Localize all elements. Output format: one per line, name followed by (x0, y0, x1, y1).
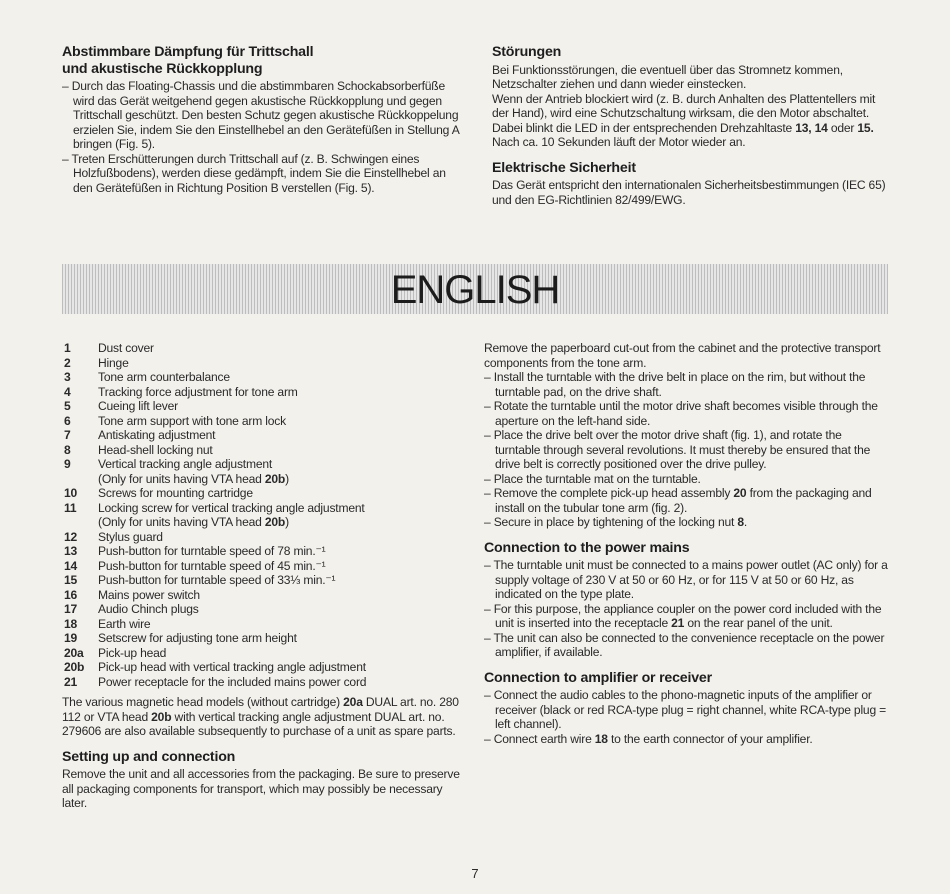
part-number (64, 515, 98, 530)
parts-list-item (64, 399, 366, 414)
de-faults-p3-b: 13, 14 (795, 120, 828, 135)
en-left-column (62, 341, 466, 811)
part-label: Head-shell locking nut (98, 442, 213, 457)
de-damping-heading (62, 44, 466, 77)
en-right-column (484, 341, 888, 746)
part-label: Power receptacle for the included mains power cord (98, 674, 367, 689)
parts-list-item (64, 501, 366, 516)
en-setup-title: Setting up and connection (62, 748, 236, 765)
en-power-title: Connection to the power mains (484, 539, 690, 556)
parts-list-item (64, 341, 366, 356)
part-number: 2 (64, 355, 71, 370)
en-power-b2: – For this purpose, the appliance coupler on the power cord included with the unit is inserted into the receptacle 21 on the rear panel of the unit. (484, 602, 888, 631)
part-number: 4 (64, 384, 71, 399)
part-number: 19 (64, 631, 78, 645)
en-amp-b2: – Connect earth wire 18 to the earth connector of your amplifier. (484, 732, 888, 747)
en-setup2-b2: – Rotate the turntable until the motor drive shaft becomes visible through the aperture on the left-hand side. (484, 399, 888, 428)
parts-list-item (64, 675, 366, 690)
de-safety-title: Elektrische Sicherheit (492, 159, 636, 176)
de-faults-section (492, 44, 892, 207)
part-label: Stylus guard (98, 529, 163, 544)
de-damping-section (62, 44, 466, 195)
parts-list (64, 341, 366, 689)
parts-list-item (64, 472, 366, 487)
part-number: 3 (64, 370, 71, 384)
part-number: 17 (64, 602, 78, 616)
part-number: 7 (64, 428, 71, 442)
parts-list-item (64, 559, 366, 574)
part-number: 8 (64, 442, 71, 457)
en-power-b1: – The turntable unit must be connected to a mains power outlet (AC only) for a supply voltage of 230 V at 50 or 60 Hz, or for 115 V at 50 or 60 Hz, as indicated on the type plate. (484, 558, 888, 602)
part-label: Vertical tracking angle adjustment (98, 457, 273, 471)
banner-title: ENGLISH (390, 268, 560, 312)
de-damping-bullet-2: – Treten Erschütterungen durch Trittschall auf (z. B. Schwingen eines Holzfußbodens), werden diese gedämpft, indem Sie die Einstellhebel an den Gerätefüßen in Richtung Position B verstellen (Fig. 5). (62, 152, 466, 196)
part-label: Tone arm support with tone arm lock (98, 413, 286, 428)
parts-list-item (64, 356, 366, 371)
en-setup2-p1: Remove the paperboard cut-out from the cabinet and the protective transport components from the tone arm. (484, 341, 881, 370)
parts-list-item (64, 385, 366, 400)
en-setup2-b3: – Place the drive belt over the motor drive shaft (fig. 1), and rotate the turntable through several revolutions. It must thereby be ensured that the drive belt is correctly positioned over the drive pulley. (484, 428, 888, 472)
de-damping-title-2: und akustische Rückkopplung (62, 60, 263, 77)
part-label: Hinge (98, 355, 129, 370)
part-number: 15 (64, 573, 78, 587)
part-number: 18 (64, 616, 78, 631)
parts-list-item (64, 617, 366, 632)
part-number: 21 (64, 674, 78, 689)
de-safety-p1: Das Gerät entspricht den internationalen Sicherheitsbestimmungen (IEC 65) und den EG-Richtlinien 82/499/EWG. (492, 178, 886, 207)
part-label: (Only for units having VTA head 20b) (98, 471, 289, 486)
de-faults-p2: Wenn der Antrieb blockiert wird (z. B. durch Anhalten des Plattentellers mit der Hand), wird eine Schutzschaltung wirksam, die den Motor abschaltet. (492, 91, 876, 120)
parts-list-item (64, 370, 366, 385)
parts-list-item (64, 631, 366, 646)
de-faults-title: Störungen (492, 44, 562, 60)
de-faults-p3 (492, 121, 892, 150)
part-label: Push-button for turntable speed of 33⅓ min.⁻¹ (98, 573, 336, 587)
parts-list-item (64, 486, 366, 501)
part-label: Mains power switch (98, 587, 200, 602)
en-amp-b1: – Connect the audio cables to the phono-magnetic inputs of the amplifier or receiver (black or red RCA-type plug = right channel, white RCA-type plug = left channel). (484, 688, 888, 732)
part-number (64, 472, 98, 487)
part-label: (Only for units having VTA head 20b) (98, 515, 289, 529)
part-label: Push-button for turntable speed of 78 min.⁻¹ (98, 544, 326, 558)
part-label: Screws for mounting cartridge (98, 486, 253, 500)
part-label: Tracking force adjustment for tone arm (98, 384, 298, 399)
parts-list-item (64, 660, 366, 675)
en-setup2-b4: – Place the turntable mat on the turntable. (484, 472, 888, 487)
part-label: Pick-up head (98, 645, 167, 660)
part-number: 14 (64, 558, 78, 573)
part-number: 5 (64, 399, 71, 413)
parts-list-item (64, 443, 366, 458)
part-number: 16 (64, 587, 78, 602)
de-faults-p3-e: Nach ca. 10 Sekunden läuft der Motor wieder an. (492, 135, 746, 149)
part-label: Pick-up head with vertical tracking angle adjustment (98, 660, 366, 674)
part-number: 10 (64, 486, 78, 500)
part-number: 20a (64, 645, 84, 660)
page-number: 7 (471, 866, 479, 881)
parts-list-item (64, 602, 366, 617)
english-banner (62, 264, 888, 314)
part-number: 13 (64, 544, 78, 558)
parts-list-item (64, 573, 366, 588)
en-power-b3: – The unit can also be connected to the convenience receptacle on the power amplifier, if available. (484, 631, 888, 660)
part-label: Locking screw for vertical tracking angle adjustment (98, 500, 365, 515)
part-number: 12 (64, 529, 78, 544)
part-number: 1 (64, 341, 71, 355)
part-number: 11 (64, 500, 77, 515)
part-number: 6 (64, 413, 71, 428)
de-faults-p3-a: Dabei blinkt die LED in der entsprechenden Drehzahltaste (492, 120, 796, 135)
en-setup-p1: Remove the unit and all accessories from the packaging. Be sure to preserve all packaging components for transport, which may possibly be necessary later. (62, 767, 460, 810)
parts-list-item (64, 428, 366, 443)
part-label: Antiskating adjustment (98, 428, 216, 442)
part-label: Setscrew for adjusting tone arm height (98, 631, 297, 645)
de-damping-title-1: Abstimmbare Dämpfung für Trittschall (62, 44, 314, 60)
parts-list-item (64, 544, 366, 559)
parts-list-item (64, 414, 366, 429)
parts-list-item (64, 457, 366, 472)
de-faults-p3-c: oder (827, 120, 858, 135)
part-label: Audio Chinch plugs (98, 602, 199, 616)
part-label: Cueing lift lever (98, 399, 178, 413)
en-setup2-b1: – Install the turntable with the drive belt in place on the rim, but without the turntable pad, on the drive shaft. (484, 370, 888, 399)
en-heads-paragraph: The various magnetic head models (without cartridge) 20a DUAL art. no. 280 112 or VTA head 20b with vertical tracking angle adjustment DUAL art. no. 279606 are also available subsequently to purchase of a unit as spare parts. (62, 695, 459, 738)
part-number: 20b (64, 660, 85, 674)
de-faults-p3-d: 15. (857, 120, 874, 135)
en-amp-title: Connection to amplifier or receiver (484, 669, 712, 686)
de-faults-p1: Bei Funktionsstörungen, die eventuell über das Stromnetz kommen, Netzschalter ziehen und dann wieder einstecken. (492, 62, 843, 91)
part-number: 9 (64, 457, 71, 471)
en-setup2-b5: – Remove the complete pick-up head assembly 20 from the packaging and install on the tubular tone arm (fig. 2). (484, 486, 888, 515)
parts-list-item (64, 515, 366, 530)
parts-list-item (64, 530, 366, 545)
part-label: Dust cover (98, 341, 154, 355)
parts-list-item (64, 588, 366, 603)
part-label: Earth wire (98, 616, 151, 631)
part-label: Tone arm counterbalance (98, 370, 230, 384)
part-label: Push-button for turntable speed of 45 min.⁻¹ (98, 558, 326, 573)
parts-list-item (64, 646, 366, 661)
en-setup2-b6: – Secure in place by tightening of the locking nut 8. (484, 515, 888, 530)
de-damping-bullet-1: – Durch das Floating-Chassis und die abstimmbaren Schockabsorberfüße wird das Gerät weitgehend gegen akustische Rückkopplung und gegen Trittschall geschützt. Den besten Schutz gegen akustische Rückkoppelung erzielen Sie, indem Sie den Einstellhebel an den Gerätefüßen in Stellung A bringen (Fig. 5). (62, 79, 466, 152)
